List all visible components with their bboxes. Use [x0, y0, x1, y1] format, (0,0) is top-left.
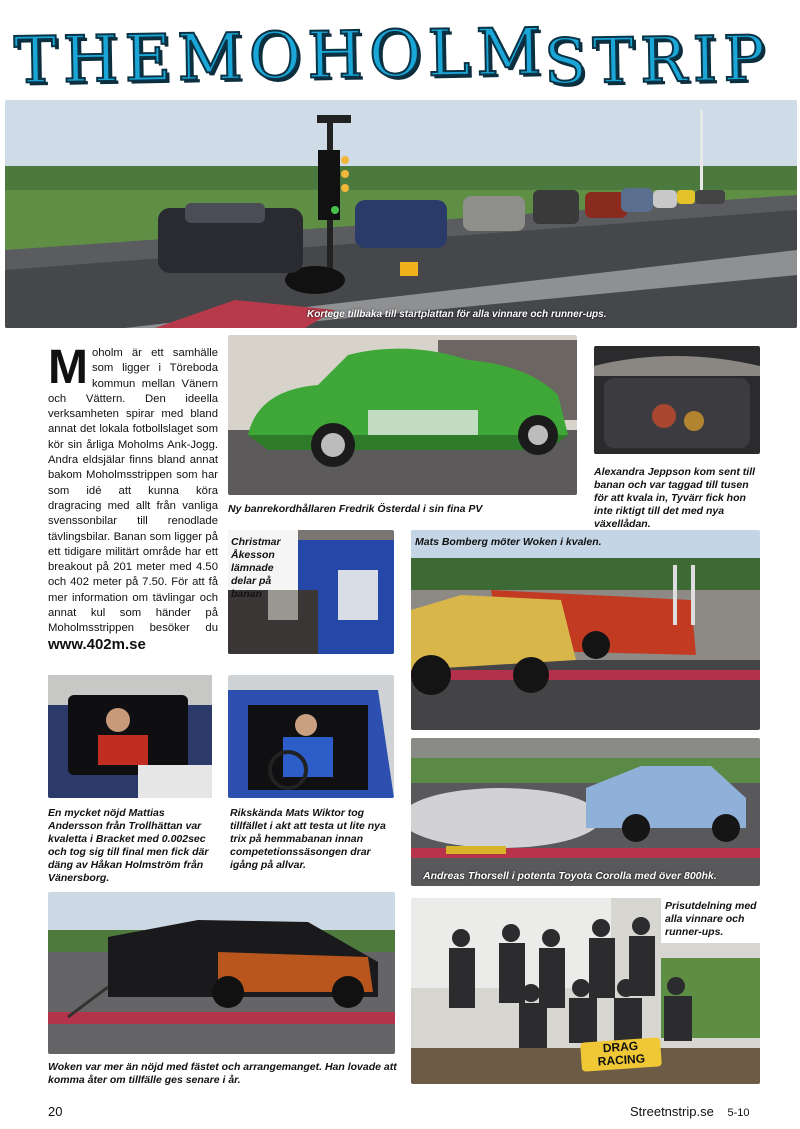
mats-wiktor-illustration	[228, 675, 394, 798]
article-text: oholm är ett samhälle som ligger i Töreboda kommun mellan Vänern och Vättern. Den ideella verksamheten spirar med bland annat det lokala fotbollslaget som kör sin årliga Moholms Ank-Jogg. Andra eldsjälar finns bland annat bakom Moholmsstrippen som har som idé att kunna köra dragracing med allt från vanliga svenssonbilar till renodlade tävlingsbilar. Banan som ligger på ett tidigare militärt område har ett breakout på 201 meter med 4.50 och 402 meter på 7.50. För att få mer information om tävlingar och annat kul som händer på Moholmsstrippen besöker du	[48, 347, 218, 635]
title-part1: THEMOHOLM	[13, 15, 549, 99]
woken-illustration	[48, 892, 395, 1054]
photo-mats-wiktor	[228, 675, 394, 798]
caption-mattias: En mycket nöjd Mattias Andersson från Trollhättan var kvaletta i Bracket med 0.002sec och tog sig till final men fick där däng av Håkan Holmström från Vänersborg.	[48, 807, 209, 884]
article-body	[48, 341, 218, 654]
caption-alexandra: Alexandra Jeppson kom sent till banan och var taggad till tusen för att kvala in, Tyvärr fick hon inte riktigt till det med nya växellådan.	[594, 466, 756, 530]
alexandra-illustration	[594, 346, 760, 454]
caption-andreas: Andreas Thorsell i potenta Toyota Corolla med över 800hk.	[423, 870, 717, 882]
andreas-illustration	[411, 738, 760, 886]
footer-site	[630, 1104, 749, 1119]
footer-site-name: Streetnstrip.se	[630, 1104, 714, 1119]
photo-green-pv	[228, 335, 577, 495]
title-part2: STRIP	[543, 21, 772, 99]
drag-racing-sign	[580, 1037, 662, 1072]
page-title	[13, 15, 772, 99]
footer-issue: 5-10	[727, 1107, 750, 1119]
photo-alexandra	[594, 346, 760, 454]
photo-christmar	[228, 530, 394, 654]
caption-christmar: Christmar Åkesson lämnade delar på banan	[231, 536, 281, 600]
photo-mats-bomberg	[411, 530, 760, 730]
photo-andreas	[411, 738, 760, 886]
article-url: www.402m.se	[48, 635, 146, 653]
caption-green-pv-visible: Ny banrekordhållaren Fredrik Österdal i sin fina PV	[228, 503, 483, 515]
photo-prize	[411, 898, 760, 1084]
hero-caption: Kortege tillbaka till startplattan för alla vinnare och runner-ups.	[307, 309, 607, 320]
page-number: 20	[48, 1104, 63, 1119]
green-pv-illustration	[228, 335, 577, 495]
caption-mats-bomberg: Mats Bomberg möter Woken i kvalen.	[415, 536, 602, 548]
hero-photo	[5, 100, 797, 328]
photo-mattias	[48, 675, 212, 798]
photo-woken	[48, 892, 395, 1054]
mats-bomberg-illustration	[411, 530, 760, 730]
mattias-illustration	[48, 675, 212, 798]
article-dropcap: M	[48, 341, 88, 394]
caption-prize: Prisutdelning med alla vinnare och runner-ups.	[661, 898, 760, 943]
caption-mats-wiktor: Rikskända Mats Wiktor tog tillfället i akt att testa ut lite nya trix på hemmabanan innan competetionssäsongen drar igång på allvar.	[230, 807, 386, 871]
caption-woken: Woken var mer än nöjd med fästet och arrangemanget. Han lovade att komma åter om tillfälle ges senare i år.	[48, 1061, 397, 1086]
drag-racing-sign-text: DRAG RACING	[597, 1038, 646, 1069]
hero-illustration	[5, 100, 797, 328]
